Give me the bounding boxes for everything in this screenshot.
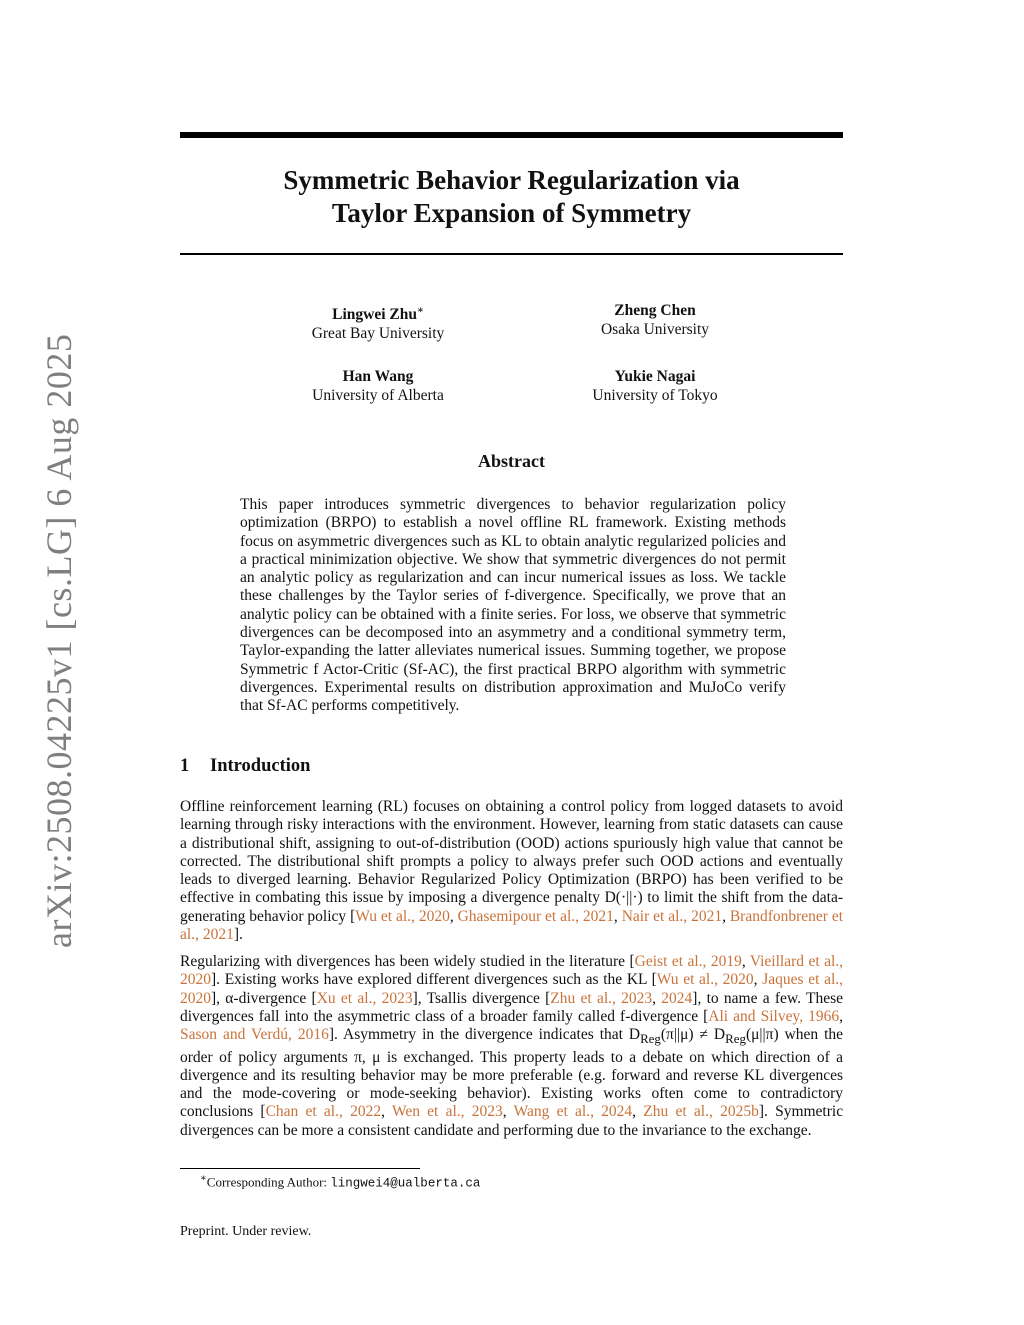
author-affiliation: University of Tokyo xyxy=(592,387,718,404)
citation-link[interactable]: Wen et al., 2023 xyxy=(391,1103,503,1121)
author-block xyxy=(243,367,513,405)
citation-link[interactable]: Ali and Silvey, 1966 xyxy=(708,1007,840,1025)
author-name: Lingwei Zhu xyxy=(332,306,417,324)
citation-link[interactable]: Vieillard et al., 2020 xyxy=(180,953,844,989)
abstract-heading: Abstract xyxy=(478,451,545,471)
author-affiliation: Osaka University xyxy=(600,321,710,338)
section-number: 1 xyxy=(180,756,190,776)
author-name: Yukie Nagai xyxy=(614,368,696,385)
author-block xyxy=(520,367,790,405)
author-affiliation: University of Alberta xyxy=(312,387,444,404)
footnote: ∗Corresponding Author: lingwei4@ualberta.ca xyxy=(200,1173,481,1191)
citation-link[interactable]: Brandfonbrener et al., 2021 xyxy=(180,907,844,944)
abstract-text: This paper introduces symmetric divergences to behavior regularization policy optimization (BRPO) to establish a novel offline RL framework. Existing methods focus on asymmetric divergences such as KL to obtain analytic regularized policies and a practical minimization objective. We show that symmetric divergences do not permit an analytic policy as regularization and can incur numerical issues as loss. We tackle these challenges by the Taylor series of f-divergence. Specifically, we prove that an analytic policy can be obtained with a finite series. For loss, we observe that symmetric divergences can be decomposed into an asymmetry and a conditional symmetry term, Taylor-expanding the latter alleviates numerical issues. Summing together, we propose Symmetric f Actor-Critic (Sf-AC), the first practical BRPO algorithm with symmetric divergences. Experimental results on distribution approximation and MuJoCo verify that Sf-AC performs competitively. xyxy=(240,496,786,715)
citation-link[interactable]: Wang et al., 2024 xyxy=(513,1103,633,1121)
paper-title xyxy=(180,164,843,230)
citation-link[interactable]: Zhu et al., 2023 xyxy=(550,989,653,1007)
section-heading xyxy=(180,756,310,777)
citation-link[interactable]: 2024 xyxy=(661,989,693,1007)
intro-paragraph-1: Offline reinforcement learning (RL) focuses on obtaining a control policy from logged datasets to avoid learning through risky interactions with the environment. However, learning from static datasets can cause a distributional shift, assigning to out-of-distribution (OOD) actions spuriously high value that cannot be corrected. The distributional shift prompts a policy to always prefer such OOD actions and eventually leads to diverged learning. Behavior Regularized Policy Optimization (BRPO) has been verified to be effective in combating this issue by imposing a divergence penalty D(·||·) to limit the shift from the data-generating behavior policy [Wu et al., 2020, Ghasemipour et al., 2021, Nair et al., 2021, Brandfonbrener et al., 2021]. xyxy=(180,798,844,944)
citation-link[interactable]: Sason and Verdú, 2016 xyxy=(180,1026,329,1044)
citation-link[interactable]: Jaques et al., 2020 xyxy=(180,971,844,1007)
footnote-email[interactable]: lingwei4@ualberta.ca xyxy=(330,1176,481,1191)
author-name: Zheng Chen xyxy=(614,302,696,319)
citation-link[interactable]: Ghasemipour et al., 2021 xyxy=(457,907,614,925)
citation-link[interactable]: Xu et al., 2023 xyxy=(316,989,413,1007)
title-bottom-rule xyxy=(180,253,843,255)
intro-paragraph-2: Regularizing with divergences has been widely studied in the literature [Geist et al., 2019, Vieillard et al., 2020]. Existing works have explored different divergences such as the KL [Wu et al., 2020, Jaques et al., 2020], α-divergence [Xu et al., 2023], Tsallis divergence [Zhu et al., 2023, 2024], to name a few. These divergences fall into the asymmetric class of a broader family called f-divergence [Ali and Silvey, 1966, Sason and Verdú, 2016]. Asymmetry in the divergence indicates that $D_{Reg}(\pi||\mu) \ne D_{Reg}(\mu||\pi)$ when the order of policy arguments π, μ is exchanged. This property leads to a debate on which direction of a divergence and its resulting behavior may be more preferable (e.g. forward and reverse KL divergences and the mode-covering or mode-seeking behavior). Existing works often come to contradictory conclusions [Chan et al., 2022, Wen et al., 2023, Wang et al., 2024, Zhu et al., 2025b]. Symmetric divergences can be more a consistent candidate and performing due to the invariance to the exchange. xyxy=(180,953,844,1139)
arxiv-identifier: arXiv:2508.04225v1 [cs.LG] 6 Aug 2025 xyxy=(39,333,79,948)
title-top-rule xyxy=(180,132,843,138)
author-affiliation: Great Bay University xyxy=(311,325,445,343)
author-name: Han Wang xyxy=(342,368,414,385)
footnote-rule xyxy=(180,1168,420,1169)
preprint-footer: Preprint. Under review. xyxy=(180,1224,312,1239)
author-block xyxy=(243,301,513,343)
citation-link[interactable]: Chan et al., 2022 xyxy=(265,1103,382,1121)
section-title: Introduction xyxy=(210,756,311,776)
citation-link[interactable]: Zhu et al., 2025b xyxy=(643,1103,759,1121)
citation-link[interactable]: Geist et al., 2019 xyxy=(634,953,742,970)
author-block xyxy=(520,301,790,339)
title-line-1: Symmetric Behavior Regularization via xyxy=(283,165,740,195)
citation-link[interactable]: Wu et al., 2020 xyxy=(656,971,754,989)
citation-link[interactable]: Nair et al., 2021 xyxy=(621,907,723,925)
citation-link[interactable]: Wu et al., 2020 xyxy=(355,907,450,925)
title-line-2: Taylor Expansion of Symmetry xyxy=(331,198,692,228)
corresponding-mark: ∗ xyxy=(416,305,424,316)
